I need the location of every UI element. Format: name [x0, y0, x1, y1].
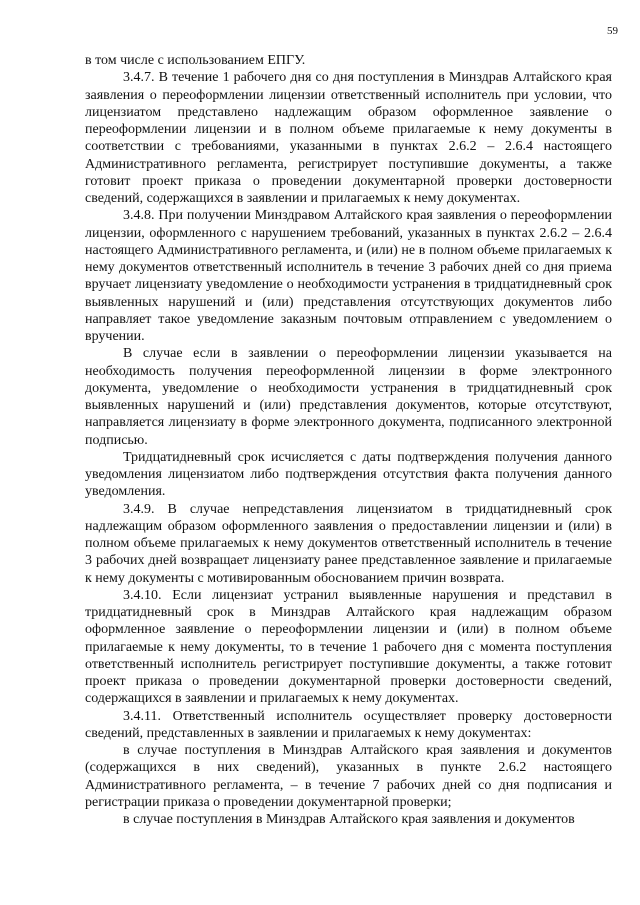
document-text: [85, 52, 612, 828]
paragraph-3-4-9: 3.4.9. В случае непредставления лицензиатом в тридцатидневный срок надлежащим образом оформленного заявления о предоставлении лицензии и (или) в полном объеме прилагаемых к нему документов ответственный исполнитель в течение 3 рабочих дней возвращает лицензиату ранее представленное заявление и прилагаемые к нему документы с мотивированным обоснованием причин возврата.: [85, 501, 612, 586]
paragraph-3-4-8: 3.4.8. При получении Минздравом Алтайского края заявления о переоформлении лицензии, оформленного с нарушением требований, указанных в пунктах 2.6.2 – 2.6.4 настоящего Административного регламента, и (или) не в полном объеме прилагаемых к нему документов ответственный исполнитель в течение 3 рабочих дней со дня приема вручает лицензиату уведомление о необходимости устранения в тридцатидневный срок выявленных нарушений и (или) представления отсутствующих документов либо направляет такое уведомление заказным почтовым отправлением с уведомлением о вручении.: [85, 208, 612, 344]
paragraph-seven-days: в случае поступления в Минздрав Алтайского края заявления и документов (содержащихся в них сведений), указанных в пункте 2.6.2 настоящего Административного регламента, – в течение 7 рабочих дней со дня подписания и регистрации приказа о проведении документарной проверки;: [85, 743, 612, 810]
paragraph-thirty-day-term: Тридцатидневный срок исчисляется с даты подтверждения получения данного уведомления лицензиатом либо подтверждения отсутствия факта получения данного уведомления.: [85, 449, 612, 500]
paragraph-3-4-10: 3.4.10. Если лицензиат устранил выявленные нарушения и представил в тридцатидневный срок в Минздрав Алтайского края надлежащим образом оформленное заявление о переоформлении лицензии и (или) в полном объеме прилагаемые к нему документы, то в течение 1 рабочего дня с момента поступления ответственный исполнитель регистрирует поступившие документы, а также готовит проект приказа о проведении документарной проверки достоверности сведений, содержащихся в заявлении и прилагаемых к нему документах.: [85, 587, 612, 707]
paragraph-electronic-document: В случае если в заявлении о переоформлении лицензии указывается на необходимость получения переоформленной лицензии в форме электронного документа, уведомление о необходимости устранения в тридцатидневный срок выявленных нарушений и (или) представления документов, которые отсутствуют, направляется лицензиату в форме электронного документа, подписанного электронной подписью.: [85, 346, 612, 448]
paragraph-3-4-11: 3.4.11. Ответственный исполнитель осуществляет проверку достоверности сведений, представленных в заявлении и прилагаемых к нему документах:: [85, 708, 612, 741]
page-number: 59: [607, 25, 618, 37]
paragraph-3-4-7: 3.4.7. В течение 1 рабочего дня со дня поступления в Минздрав Алтайского края заявления о переоформлении лицензии ответственный исполнитель при условии, что лицензиатом представлено надлежащим образом оформленное заявление о переоформлении лицензии и в полном объеме прилагаемые к нему документы в соответствии с требованиями, указанными в пунктах 2.6.2 – 2.6.4 настоящего Административного регламента, регистрирует поступившие документы, а также готовит проект приказа о проведении документарной проверки достоверности сведений, содержащихся в заявлении и прилагаемых к нему документах.: [85, 70, 612, 206]
paragraph-continuation: в том числе с использованием ЕПГУ.: [85, 53, 306, 68]
paragraph-final-fragment: в случае поступления в Минздрав Алтайского края заявления и документов: [123, 812, 575, 827]
